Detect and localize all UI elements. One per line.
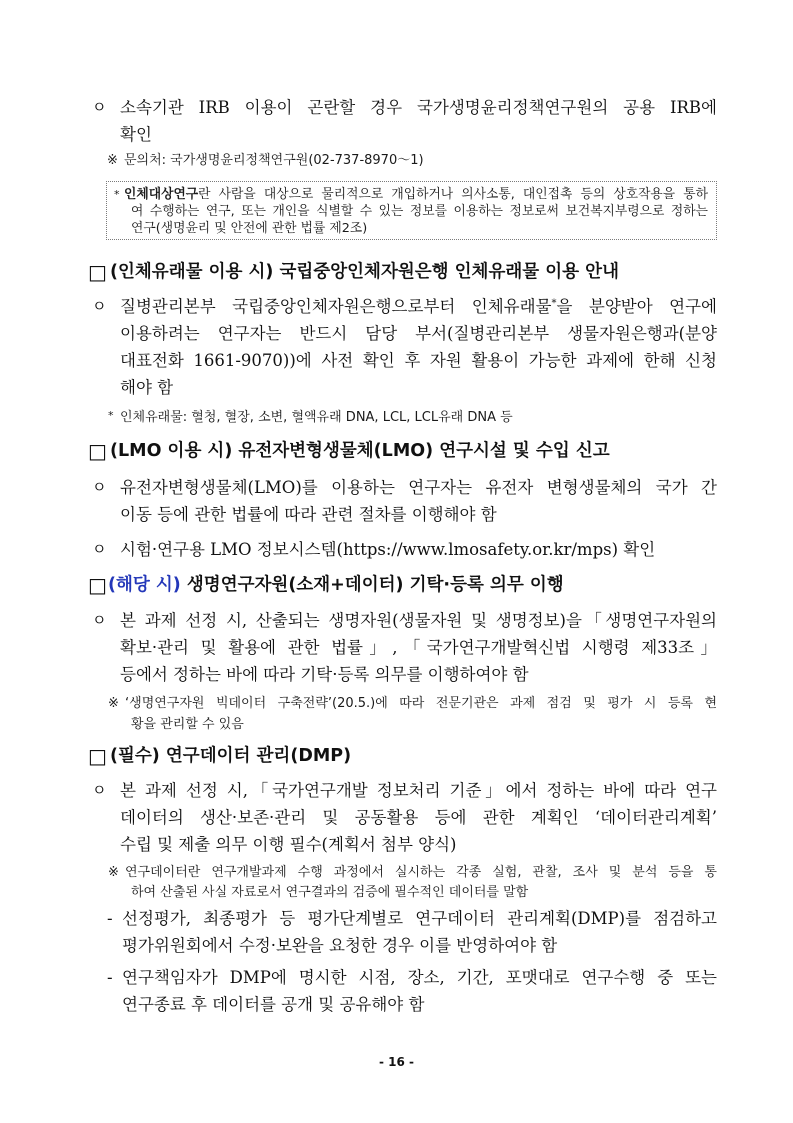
paragraph-line: 소속기관 IRB 이용이 곤란할 경우 국가생명윤리정책연구원의 공용 IRB에 (120, 97, 717, 117)
asterisk-mark: * (108, 408, 114, 422)
paragraph-line: 본 과제 선정 시,「국가연구개발 정보처리 기준」에서 정하는 바에 따라 연구 (120, 780, 717, 800)
definition-box (106, 181, 717, 240)
bullet-marker: ㅇ (92, 97, 107, 116)
section-heading-human-material (88, 259, 619, 286)
bio-resources-bullet-item (92, 607, 717, 689)
dmp-bullet-item (92, 777, 717, 859)
page-number: - 16 - (378, 1055, 414, 1069)
paragraph-line: 데이터의 생산·보존·관리 및 공동활용 등에 관한 계획인 ‘데이터관리계획’ (120, 807, 717, 827)
section-heading-text: (필수) 연구데이터 관리(DMP) (110, 745, 352, 766)
dmp-sub-item (107, 964, 717, 1019)
paragraph-line: 본 과제 선정 시, 산출되는 생명자원(생물자원 및 생명정보)을「생명연구자원의 (120, 610, 717, 630)
section-heading-text: (인체유래물 이용 시) 국립중앙인체자원은행 인체유래물 이용 안내 (110, 261, 619, 282)
lmo-bullet-item (92, 474, 717, 529)
definition-line (124, 186, 708, 203)
bullet-marker: ㅇ (92, 780, 107, 799)
dmp-note (108, 863, 717, 903)
section-heading-text: 생명연구자원(소재+데이터) 기탁·등록 의무 이행 (186, 574, 564, 595)
section-heading-text: (LMO 이용 시) 유전자변형생물체(LMO) 연구시설 및 수입 신고 (110, 440, 610, 461)
bullet-marker: ㅇ (92, 296, 107, 315)
checkbox-icon: □ (88, 572, 107, 597)
note-line: 하여 산출된 사실 자료로서 연구결과의 검증에 필수적인 데이터를 말함 (131, 885, 529, 900)
definition-line-text: 란 사람을 대상으로 물리적으로 개입하거나 의사소통, 대인접촉 등의 상호작용을 통하 (198, 186, 708, 202)
reference-mark: ※ (108, 865, 119, 880)
paragraph-line: 확인 (120, 124, 152, 144)
line-text: 질병관리본부 국립중앙인체자원은행으로부터 인체유래물 (120, 296, 552, 316)
section-heading-dmp (88, 743, 352, 770)
note-line: 연구데이터란 연구개발과제 수행 과정에서 실시하는 각종 실험, 관찰, 조사 및 분석 등을 통 (125, 865, 717, 880)
bullet-marker: ㅇ (92, 610, 107, 629)
lmo-bullet-item (92, 536, 717, 563)
dmp-sub-item (107, 905, 717, 960)
contact-note-text: 문의처: 국가생명윤리정책연구원(02-737-8970～1) (124, 153, 424, 168)
checkbox-icon: □ (88, 743, 107, 768)
note-line: ‘생명연구자원 빅데이터 구축전략’(20.5.)에 따라 전문기관은 과제 점검 및 평가 시 등록 현 (125, 695, 717, 711)
paragraph-line: 평가위원회에서 수정·보완을 요청한 경우 이를 반영하여야 함 (122, 935, 558, 955)
dash-marker: - (107, 967, 113, 987)
reference-mark: ※ (107, 153, 118, 168)
section-heading-lmo (88, 438, 610, 465)
bio-resources-note (108, 693, 717, 735)
footnote (108, 408, 513, 426)
irb-bullet-item (92, 94, 717, 149)
paragraph-line: 등에서 정하는 바에 따라 기탁·등록 의무를 이행하여야 함 (120, 665, 529, 685)
reference-mark: ※ (108, 695, 119, 711)
paragraph-line: 연구종료 후 데이터를 공개 및 공유해야 함 (122, 994, 425, 1014)
definition-term: 인체대상연구 (124, 186, 199, 202)
checkbox-icon: □ (88, 438, 107, 463)
bullet-marker: ㅇ (92, 539, 107, 558)
asterisk-mark: * (114, 187, 120, 201)
dash-marker: - (107, 908, 113, 928)
section-heading-tag: (해당 시) (108, 574, 181, 595)
human-material-bullet-item (92, 293, 717, 402)
paragraph-line: 시험·연구용 LMO 정보시스템(https://www.lmosafety.or.kr/mps) 확인 (120, 539, 656, 559)
definition-text (124, 186, 708, 237)
definition-line: 여 수행하는 연구, 또는 개인을 식별할 수 있는 정보를 이용하는 정보로써 보건복지부령으로 정하는 (131, 203, 708, 219)
paragraph-line: 확보·관리 및 활용에 관한 법률」,「국가연구개발혁신법 시행령 제33조」 (120, 637, 717, 657)
paragraph-line: 유전자변형생물체(LMO)를 이용하는 연구자는 유전자 변형생물체의 국가 간 (120, 477, 717, 497)
paragraph-line: 이동 등에 관한 법률에 따라 관련 절차를 이행해야 함 (120, 504, 497, 524)
paragraph-line: 선정평가, 최종평가 등 평가단계별로 연구데이터 관리계획(DMP)를 점검하고 (122, 908, 717, 928)
paragraph-line: 대표전화 1661-9070))에 사전 확인 후 자원 활용이 가능한 과제에 한해 신청 (120, 351, 717, 371)
paragraph-line: 수립 및 제출 의무 이행 필수(계획서 첨부 양식) (120, 835, 457, 855)
paragraph-line: 이용하려는 연구자는 반드시 담당 부서(질병관리본부 생물자원은행과(분양 (120, 323, 717, 343)
paragraph-line (120, 293, 717, 320)
definition-line: 연구(생명윤리 및 안전에 관한 법률 제2조) (131, 220, 368, 236)
section-heading-bio-resources (88, 572, 564, 599)
line-text: 을 분양받아 연구에 (556, 296, 717, 316)
paragraph-line: 해야 함 (120, 378, 174, 398)
footnote-text: 인체유래물: 혈청, 혈장, 소변, 혈액유래 DNA, LCL, LCL유래 DNA 등 (120, 409, 513, 425)
checkbox-icon: □ (88, 259, 107, 284)
contact-note (107, 152, 424, 170)
paragraph-line: 연구책임자가 DMP에 명시한 시점, 장소, 기간, 포맷대로 연구수행 중 또는 (122, 967, 717, 987)
footnote-mark: * (551, 297, 557, 309)
bullet-marker: ㅇ (92, 477, 107, 496)
note-line: 황을 관리할 수 있음 (131, 716, 244, 732)
